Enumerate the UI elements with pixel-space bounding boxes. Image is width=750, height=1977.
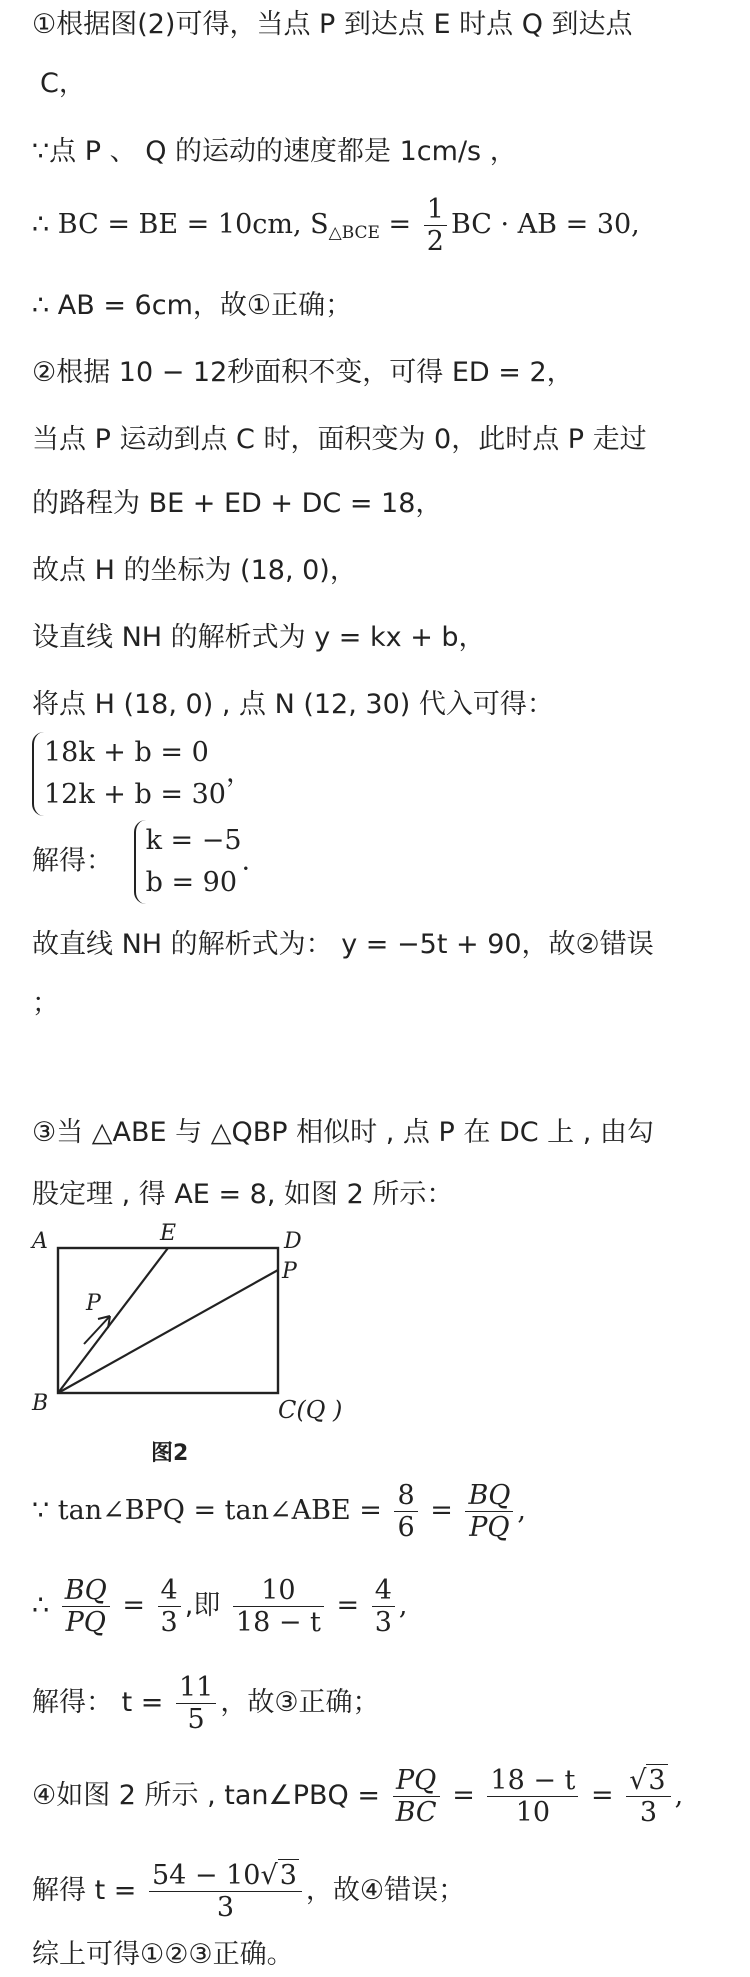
l4-frac-num: 1 [424,194,447,226]
l17-text-a: ∵ tan∠BPQ = tan∠ABE = [32,1495,391,1527]
line-11: 将点 H (18, 0) , 点 N (12, 30) 代入可得： [32,689,554,720]
line-8: 的路程为 BE + ED + DC = 18， [32,488,443,519]
l18-frac4-num: 4 [372,1575,395,1607]
line-2: C， [40,68,86,99]
l18-fraction-2 [158,1575,181,1638]
l21-text-b: ，故④错误； [305,1875,466,1907]
l19-text-a: 解得： t = [32,1687,172,1719]
l18-frac1-num: BQ [62,1575,110,1607]
l19-fraction [176,1672,216,1735]
figure-2 [28,1218,358,1468]
l18-frac4-den: 3 [374,1607,392,1639]
l17-frac1-den: 6 [397,1512,415,1544]
line-1: ①根据图(2)可得，当点 P 到达点 E 时点 Q 到达点 [32,9,633,40]
label-E: E [160,1221,177,1246]
l17-fraction-1 [394,1480,417,1543]
line-20 [32,1765,683,1828]
rectangle-ABCD [58,1248,278,1393]
l18-fraction-1 [62,1575,110,1638]
l17-frac2-den: PQ [469,1512,510,1544]
line-17 [32,1480,526,1543]
l17-text-c: , [517,1495,527,1527]
line-15: ③当 △ABE 与 △QBP 相似时 , 点 P 在 DC 上 , 由勾 [32,1117,654,1148]
l18-frac3-num: 10 [233,1575,324,1607]
l20-frac3-den: 3 [639,1797,657,1829]
l18-text-b: = [113,1590,154,1622]
l21-sqrt-arg: 3 [279,1860,297,1891]
l18-text-a: ∴ [32,1590,58,1622]
system-2-tail: . [241,845,251,877]
l4-fraction [424,194,447,257]
l18-fraction-4 [372,1575,395,1638]
line-16: 股定理 , 得 AE = 8, 如图 2 所示： [32,1179,454,1210]
l19-frac-num: 11 [176,1672,216,1704]
l4-text-b: = [379,209,420,241]
system-1-eq1: 18k + b = 0 [44,737,209,768]
system-1-brace [32,732,226,816]
segment-BP [58,1270,278,1393]
sqrt-icon: √ [629,1765,647,1796]
label-A: A [32,1229,48,1254]
system-1 [32,732,253,816]
l17-fraction-2 [465,1480,513,1543]
system-2-eq2: b = 90 [145,867,238,898]
line-22: 综上可得①②③正确。 [32,1939,294,1970]
l20-fraction-1 [393,1765,440,1828]
line-18 [32,1575,407,1638]
l17-text-b: = [421,1495,462,1527]
line-7: 当点 P 运动到点 C 时，面积变为 0，此时点 P 走过 [32,424,647,455]
l21-num-part: 54 − 10 [151,1860,261,1891]
line-14: ； [32,988,59,1019]
sqrt-icon: √ [260,1860,278,1891]
label-D: D [284,1229,302,1254]
l4-subscript: △BCE [328,223,380,244]
figure-caption: 图2 [151,1441,189,1466]
l18-text-c: ,即 [184,1590,229,1622]
l17-frac1-num: 8 [394,1480,417,1512]
l20-text-b: = [443,1780,484,1812]
l20-frac3-num [626,1765,670,1797]
line-5: ∴ AB = 6cm，故①正确； [32,290,353,321]
l18-frac2-den: 3 [160,1607,178,1639]
l21-frac-den: 3 [216,1892,235,1924]
l20-fraction-2 [487,1765,578,1828]
l21-text-a: 解得 t = [32,1875,145,1907]
l18-frac3-den: 18 − t [235,1607,321,1639]
l18-frac2-num: 4 [158,1575,181,1607]
label-P-arrow: P [86,1291,101,1316]
l18-text-e: , [398,1590,408,1622]
line-13: 故直线 NH 的解析式为： y = −5t + 90，故②错误 [32,929,654,960]
l20-text-a: ④如图 2 所示 , tan∠PBQ = [32,1780,389,1812]
l20-frac1-num: PQ [393,1765,440,1797]
label-CQ: C(Q ) [278,1396,343,1424]
l18-fraction-3 [233,1575,324,1638]
label-P-edge: P [282,1259,297,1284]
l20-frac2-den: 10 [515,1797,551,1829]
line-21 [32,1860,465,1923]
l20-frac2-num: 18 − t [487,1765,578,1797]
line-12 [32,820,250,904]
l18-text-d: = [327,1590,368,1622]
l20-frac1-den: BC [395,1797,437,1829]
l21-fraction [149,1860,302,1923]
system-2-brace [134,820,242,904]
l20-sqrt-arg: 3 [648,1765,666,1796]
l12-label: 解得： [32,845,113,877]
l18-frac1-den: PQ [65,1607,106,1639]
l4-frac-den: 2 [426,226,444,258]
label-B: B [32,1391,49,1416]
l20-text-c: = [582,1780,623,1812]
system-1-tail: ， [225,757,253,789]
l19-text-b: ，故③正确； [220,1687,380,1719]
line-3: ∵点 P 、 Q 的运动的速度都是 1cm/s ， [32,136,517,167]
system-1-eq2: 12k + b = 30 [44,779,226,810]
line-4 [32,194,640,257]
l20-text-e: , [674,1780,684,1812]
system-2-eq1: k = −5 [145,825,242,856]
l19-frac-den: 5 [187,1704,205,1736]
l21-frac-num [149,1860,302,1892]
line-9: 故点 H 的坐标为 (18, 0)， [32,555,357,586]
l20-fraction-3 [626,1765,670,1828]
segment-BE [58,1248,168,1393]
l17-frac2-num: BQ [465,1480,513,1512]
l4-text-c: BC · AB = 30, [450,209,640,241]
line-10: 设直线 NH 的解析式为 y = kx + b， [32,622,486,653]
line-6: ②根据 10 − 12秒面积不变，可得 ED = 2， [32,357,574,388]
line-19 [32,1672,380,1735]
l4-text-a: ∴ BC = BE = 10cm, S [32,209,329,241]
